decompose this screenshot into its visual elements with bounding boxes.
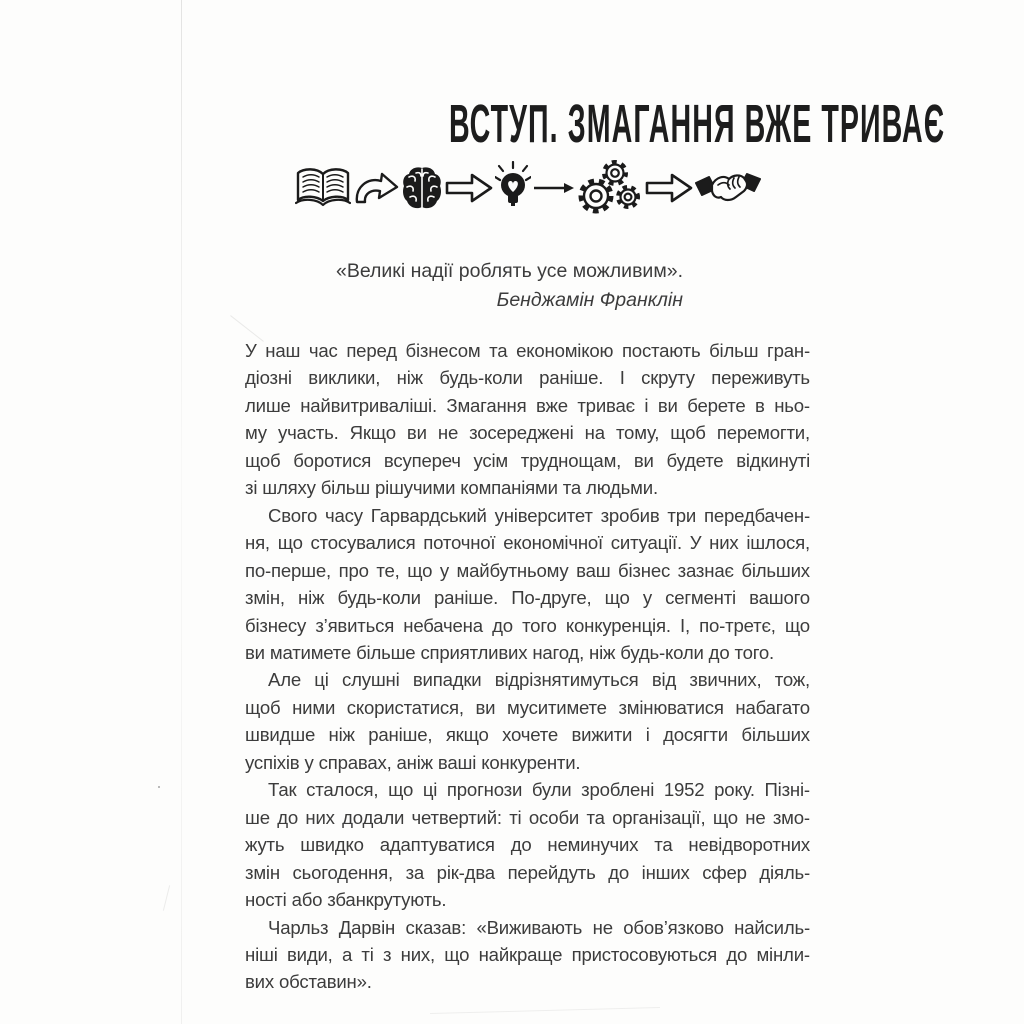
text-line: лише найвитриваліші. Змагання вже триває і ви берете в ньо-	[245, 394, 810, 416]
text-line: Так сталося, що ці прогнози були зроблені 1952 року. Пізні-	[268, 779, 810, 801]
chapter-title: ВСТУП. ЗМАГАННЯ ВЖЕ ТРИВАЄ	[448, 94, 946, 154]
handshake-icon	[695, 168, 761, 208]
scan-scratch	[163, 885, 170, 910]
text-line: му участь. Якщо ви не зосереджені на тому, щоб перемогти,	[245, 422, 810, 444]
paragraph	[245, 502, 810, 667]
open-book-icon	[295, 166, 351, 210]
lightbulb-icon	[495, 161, 531, 215]
scan-speck	[158, 786, 160, 788]
epigraph	[245, 257, 683, 314]
block-arrow-icon	[445, 172, 493, 204]
text-line: швидше ніж раніше, якщо хочете вижити і досягти більших	[245, 724, 810, 746]
text-line: по-перше, про те, що у майбутньому ваш бізнес зазнає більших	[245, 559, 810, 581]
scan-scratch	[430, 1007, 660, 1014]
text-line: щоб боротися всупереч усім труднощам, ви будете відкинуті	[245, 449, 810, 471]
text-line: жуть швидко адаптуватися до неминучих та невідворотних	[245, 834, 810, 856]
paragraph	[245, 337, 810, 502]
text-line: ності або збанкрутують.	[245, 889, 447, 911]
text-line: У наш час перед бізнесом та економікою постають більш гран-	[245, 340, 810, 361]
text-line: ви матимете більше сприятливих нагод, ніж будь-коли до того.	[245, 641, 774, 663]
block-arrow-icon	[645, 172, 693, 204]
text-line: зі шляху більш рішучими компаніями та людьми.	[245, 477, 658, 499]
text-line: щоб ними скористатися, ви муситимете змінюватися набагато	[245, 696, 810, 718]
icon-flow	[245, 157, 810, 219]
text-line: успіхів у справах, аніж ваші конкуренти.	[245, 751, 581, 773]
curved-arrow-icon	[353, 169, 399, 207]
paragraph	[245, 776, 810, 913]
text-line: ніші види, а ті з них, що найкраще пристосовуються до мінли-	[245, 943, 810, 965]
paragraph	[245, 666, 810, 776]
text-line: бізнесу з’явиться небачена до того конкуренція. І, по-третє, що	[245, 614, 810, 636]
text-line: вих обставин».	[245, 971, 372, 993]
brain-icon	[401, 165, 443, 211]
epigraph-author: Бенджамін Франклін	[496, 288, 683, 311]
text-line: ня, що стосувалися поточної економічної ситуації. У них ішлося,	[245, 532, 810, 554]
body-text	[245, 337, 810, 996]
thin-arrow-icon	[533, 181, 575, 195]
text-line: ше до них додали четвертий: ті особи та організації, що не змо-	[245, 806, 810, 828]
text-line: змін, ніж будь-коли раніше. По-друге, що у сегменті вашого	[245, 587, 810, 609]
text-line: Але ці слушні випадки відрізнятимуться від звичних, тож,	[268, 669, 810, 691]
text-line: Свого часу Гарвардський університет зробив три передбачен-	[268, 504, 810, 526]
gears-icon	[577, 159, 643, 217]
text-line: змін сьогодення, за рік-два перейдуть до інших сфер діяль-	[245, 861, 810, 883]
epigraph-quote: «Великі надії роблять усе можливим».	[335, 260, 683, 282]
paragraph	[245, 914, 810, 996]
page-edge-line	[181, 0, 182, 1024]
text-line: діозні виклики, ніж будь-коли раніше. І скруту переживуть	[245, 367, 810, 389]
text-line: Чарльз Дарвін сказав: «Виживають не обов’язково найсиль-	[268, 916, 810, 938]
